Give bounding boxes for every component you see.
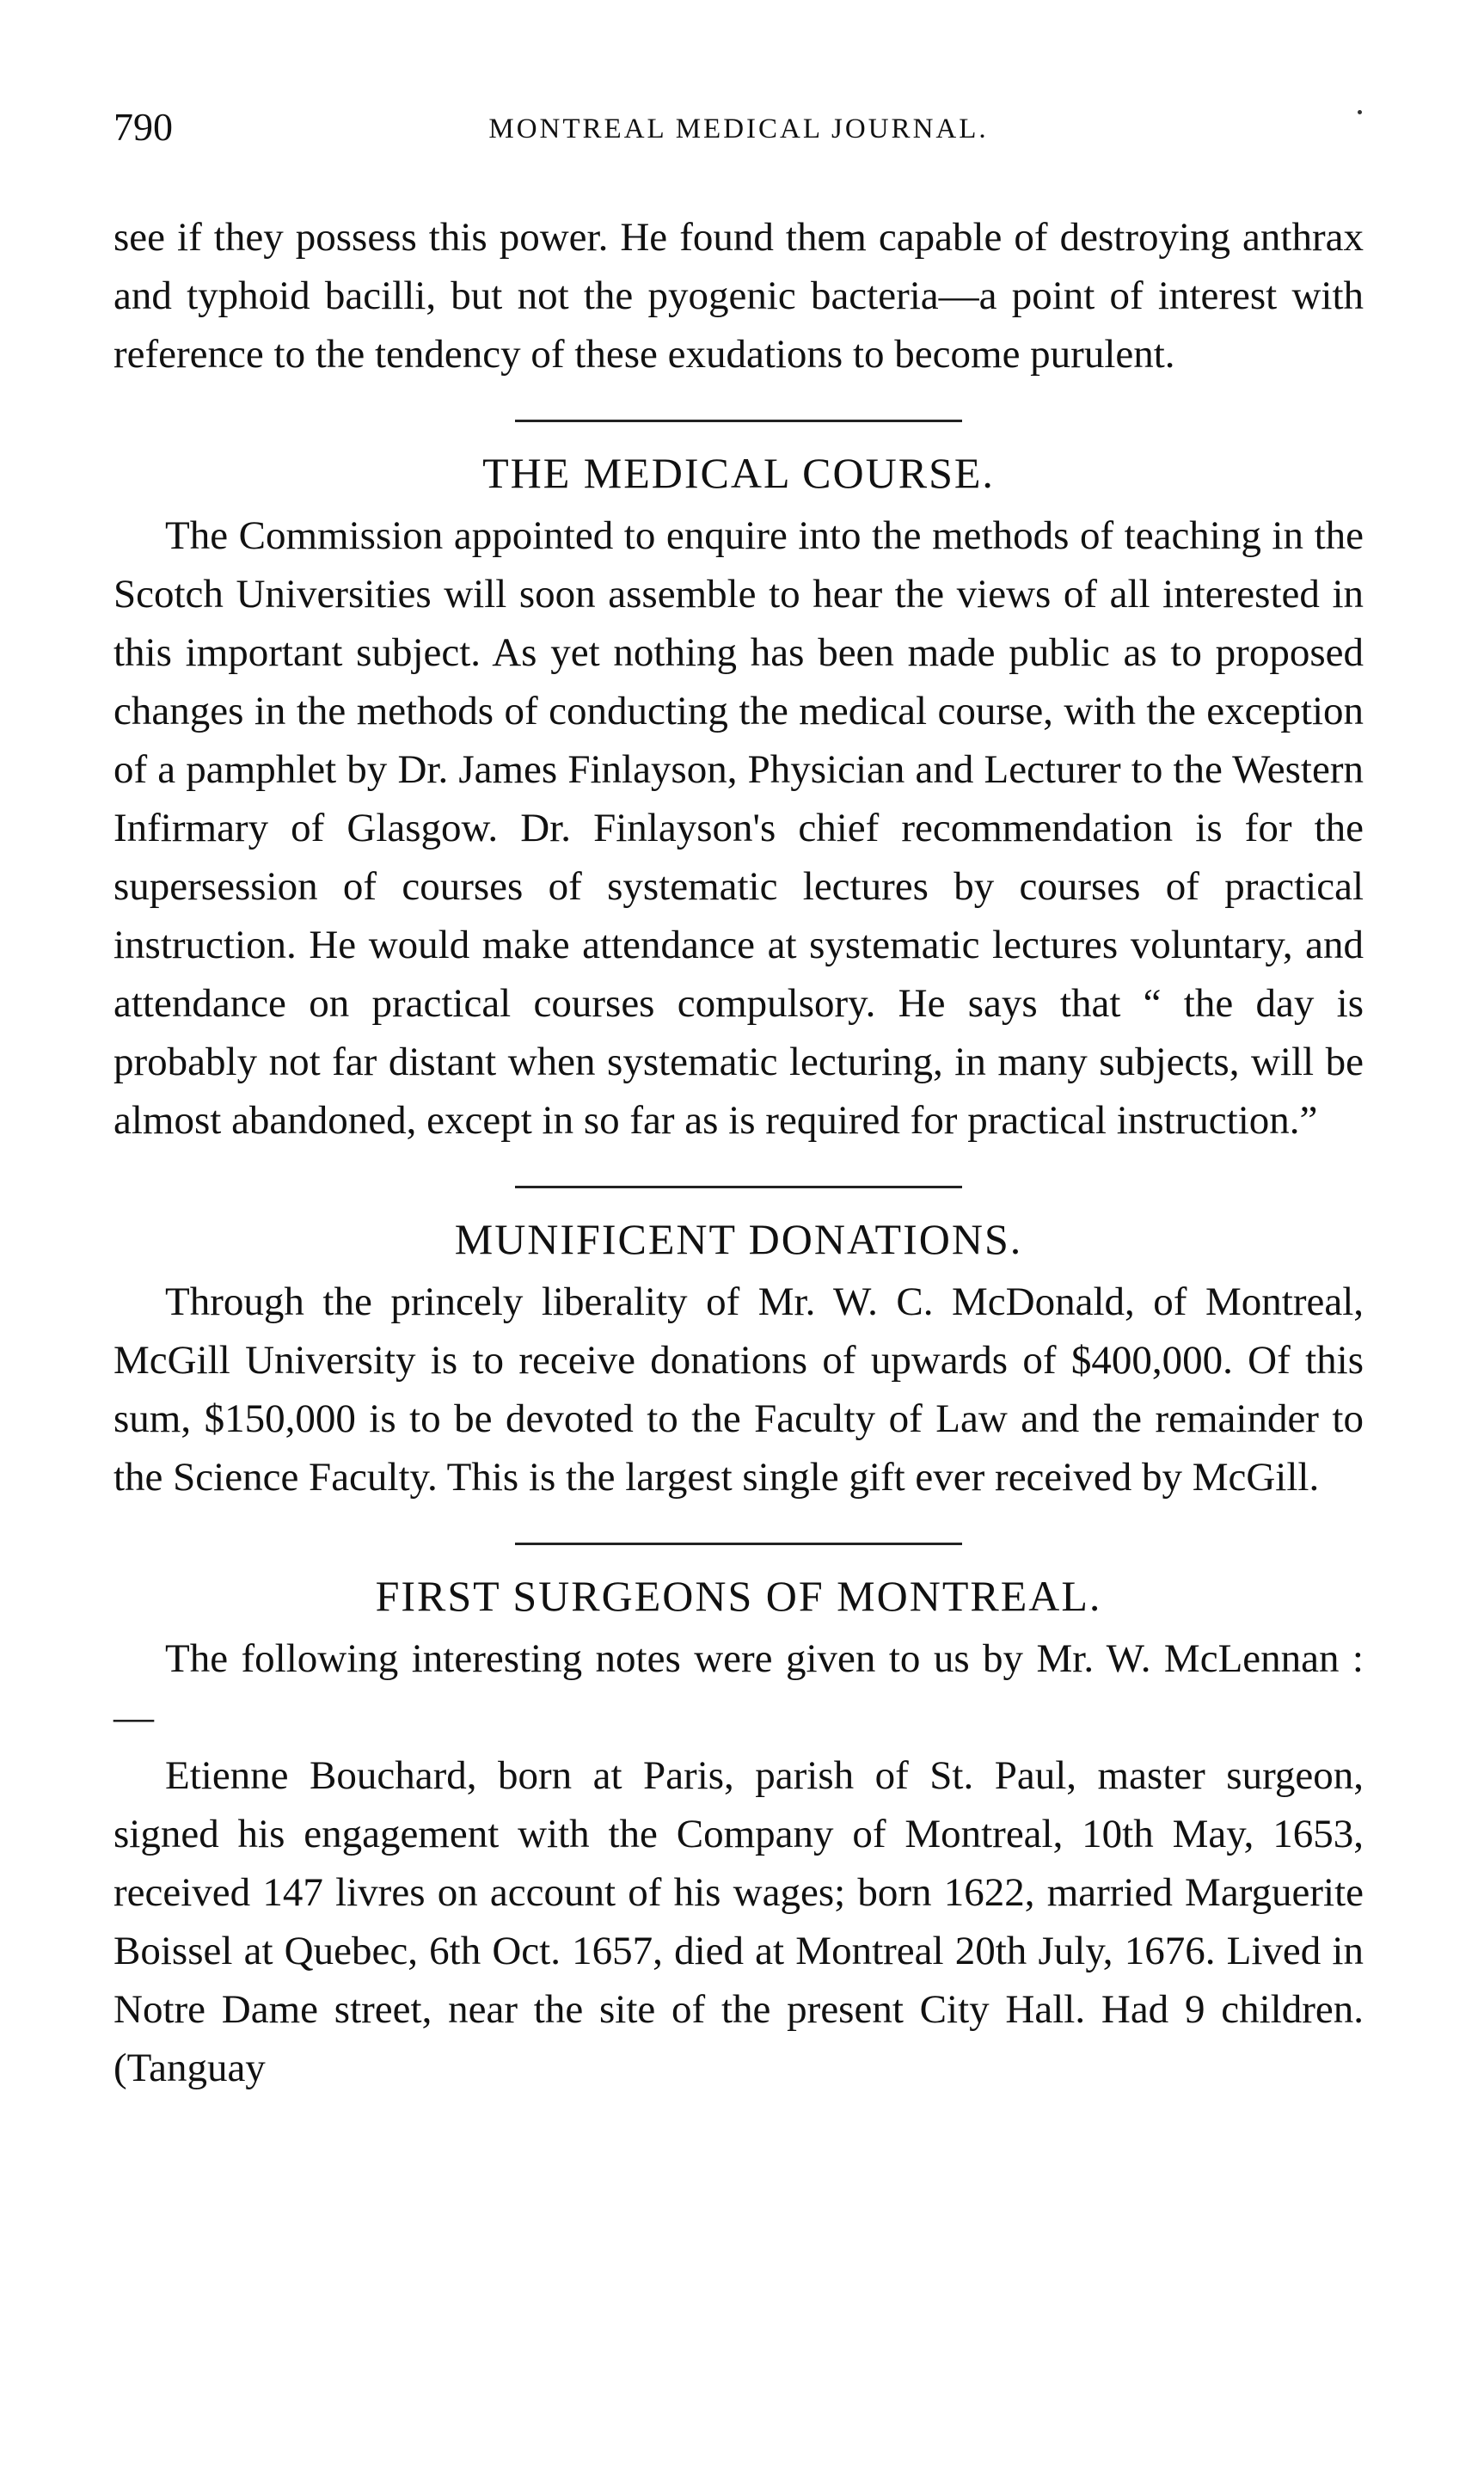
section-divider xyxy=(515,1543,962,1545)
page-number: 790 xyxy=(113,105,173,149)
section-divider xyxy=(515,1186,962,1188)
journal-title: MONTREAL MEDICAL JOURNAL. xyxy=(488,114,989,144)
continuation-paragraph: see if they possess this power. He found them capable of destroying anthrax and typhoid bacilli, but not the pyogenic bacteria—a point of interest with reference to the tendency of these exudations to become purulent. xyxy=(113,215,1364,377)
section-heading-medical-course: THE MEDICAL COURSE. xyxy=(482,449,995,497)
section-heading-donations: MUNIFICENT DONATIONS. xyxy=(454,1215,1023,1263)
print-speck-dot xyxy=(1358,110,1362,114)
surgeons-intro-paragraph: The following interesting notes were given to us by Mr. W. McLennan :— xyxy=(113,1636,1364,1739)
section-heading-first-surgeons: FIRST SURGEONS OF MONTREAL. xyxy=(375,1572,1102,1620)
surgeons-bouchard-paragraph: Etienne Bouchard, born at Paris, parish of St. Paul, master surgeon, signed his engagement with the Company of Montreal, 10th May, 1653, received 147 livres on account of his wages; born 1622, married Marguerite Boissel at Quebec, 6th Oct. 1657, died at Montreal 20th July, 1676. Lived in Notre Dame street, near the site of the present City Hall. Had 9 children. (Tanguay xyxy=(113,1753,1364,2090)
medical-course-paragraph: The Commission appointed to enquire into the methods of teaching in the Scotch Universities will soon assemble to hear the views of all interested in this important subject. As yet nothing has been made public as to proposed changes in the methods of conducting the medical course, with the exception of a pamphlet by Dr. James Finlayson, Physician and Lecturer to the Western Infirmary of Glasgow. Dr. Finlayson's chief recommendation is for the supersession of courses of systematic lectures by courses of practical instruction. He would make attendance at systematic lectures voluntary, and attendance on practical courses compulsory. He says that “ the day is probably not far distant when systematic lecturing, in many subjects, will be almost abandoned, except in so far as is required for practical instruction.” xyxy=(113,513,1364,1143)
section-divider xyxy=(515,420,962,422)
running-head xyxy=(113,101,1364,153)
donations-paragraph: Through the princely liberality of Mr. W. C. McDonald, of Montreal, McGill University is to receive donations of upwards of $400,000. Of this sum, $150,000 is to be devoted to the Faculty of Law and the remainder to the Science Faculty. This is the largest single gift ever received by McGill. xyxy=(113,1279,1364,1500)
